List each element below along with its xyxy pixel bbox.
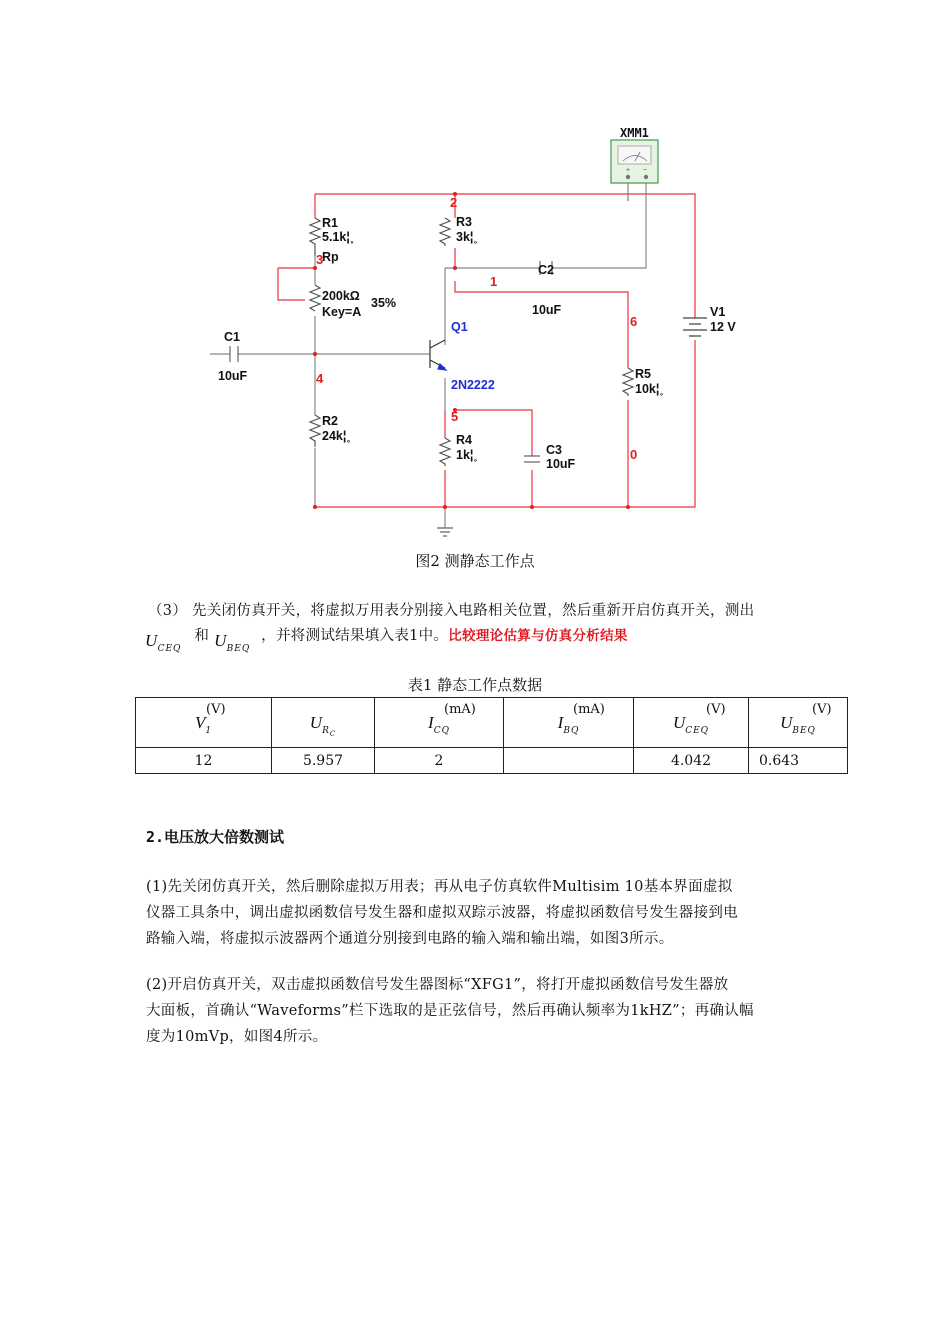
table-caption: 表1 静态工作点数据 bbox=[407, 676, 543, 694]
c2-name: C2 bbox=[538, 263, 554, 277]
meter-label: XMM1 bbox=[620, 126, 649, 140]
step1-line: (1)先关闭仿真开关，然后删除虚拟万用表；再从电子仿真软件Multisim 10基本界面虚拟 bbox=[146, 879, 733, 895]
red-annotation: 比较理论估算与仿真分析结果 bbox=[448, 628, 628, 644]
u-beq-symbol: U bbox=[214, 631, 227, 650]
r2-name: R2 bbox=[322, 414, 338, 428]
step2-line: (2)开启仿真开关，双击虚拟函数信号发生器图标“XFG1”，将打开虚拟函数信号发生器放 bbox=[146, 977, 729, 993]
step3-text-a: （3） 先关闭仿真开关，将虚拟万用表分别接入电路相关位置，然后重新开启仿真开关，测出 bbox=[148, 603, 755, 619]
u-ceq-symbol: U bbox=[145, 631, 158, 650]
u-beq-sub: BEQ bbox=[226, 644, 251, 654]
c1-capacitor bbox=[230, 346, 238, 362]
c1-value: 10uF bbox=[218, 369, 248, 383]
cell-urc: 5.957 bbox=[272, 748, 375, 774]
step3-line2 bbox=[145, 628, 845, 657]
r5-name: R5 bbox=[635, 367, 651, 381]
r3-name: R3 bbox=[456, 215, 472, 229]
step2-line: 度为10mVp，如图4所示。 bbox=[146, 1029, 328, 1045]
step2-paragraph bbox=[146, 972, 826, 1050]
r3-resistor bbox=[440, 218, 450, 246]
rp-percent: 35% bbox=[371, 296, 397, 310]
header-urc: $U_{RC}$ bbox=[272, 698, 375, 748]
signal-wires bbox=[210, 182, 646, 528]
node-0: 0 bbox=[630, 447, 638, 462]
v1-name: V1 bbox=[710, 305, 726, 319]
node-4: 4 bbox=[316, 371, 324, 386]
header-ubeq: $U_{BEQ}$ (V) bbox=[749, 698, 848, 748]
header-v1: $V_1$ (V) bbox=[136, 698, 272, 748]
step1-line: 路输入端，将虚拟示波器两个通道分别接到电路的输入端和输出端，如图3所示。 bbox=[146, 931, 674, 947]
c2-value: 10uF bbox=[532, 303, 562, 317]
circuit-diagram bbox=[0, 0, 950, 540]
q1-name: Q1 bbox=[451, 320, 468, 334]
node-5: 5 bbox=[451, 409, 459, 424]
c1-name: C1 bbox=[224, 330, 240, 344]
header-icq: $I_{CQ}$ (mA) bbox=[375, 698, 504, 748]
table-row bbox=[136, 748, 848, 774]
node-1: 1 bbox=[490, 274, 498, 289]
step3-paragraph bbox=[148, 598, 828, 624]
r2-value: 24k¦˳ bbox=[322, 429, 351, 443]
r4-resistor bbox=[440, 438, 450, 466]
r5-value: 10k¦˳ bbox=[635, 382, 664, 396]
emitter-arrow bbox=[438, 364, 446, 370]
resistor-symbols bbox=[310, 218, 633, 466]
c3-name: C3 bbox=[546, 443, 562, 457]
transistor-q1 bbox=[430, 340, 445, 368]
rp-potentiometer bbox=[310, 285, 320, 311]
cell-icq: 2 bbox=[375, 748, 504, 774]
cell-ibq bbox=[504, 748, 634, 774]
r1-value: 5.1k¦˳ bbox=[322, 230, 354, 244]
rp-name: Rp bbox=[322, 250, 339, 264]
r1-name: R1 bbox=[322, 216, 338, 230]
svg-text:+: + bbox=[626, 167, 631, 174]
u-ceq-sub: CEQ bbox=[157, 644, 182, 654]
table-header-row bbox=[136, 698, 848, 748]
static-point-table bbox=[135, 697, 848, 774]
r4-value: 1k¦˳ bbox=[456, 448, 478, 462]
r3-value: 3k¦˳ bbox=[456, 230, 478, 244]
figure-caption: 图2 测静态工作点 bbox=[415, 552, 535, 570]
q1-model: 2N2222 bbox=[451, 378, 495, 392]
svg-text:−: − bbox=[643, 167, 648, 174]
node-2: 2 bbox=[450, 195, 458, 210]
header-ibq: $I_{BQ}$ (mA) bbox=[504, 698, 634, 748]
v1-value: 12 V bbox=[710, 320, 736, 334]
r5-resistor bbox=[623, 368, 633, 396]
c3-capacitor bbox=[524, 456, 540, 462]
capacitor-symbols bbox=[230, 261, 628, 462]
c3-value: 10uF bbox=[546, 457, 576, 471]
multimeter-xmm1[interactable] bbox=[611, 140, 658, 183]
battery-symbol bbox=[683, 318, 707, 336]
step1-paragraph bbox=[146, 874, 826, 952]
step1-line: 仪器工具条中，调出虚拟函数信号发生器和虚拟双踪示波器，将虚拟函数信号发生器接到电 bbox=[146, 905, 738, 921]
r1-resistor bbox=[310, 218, 320, 256]
header-uceq: $U_{CEQ}$ (V) bbox=[634, 698, 749, 748]
and-word: 和 bbox=[194, 628, 210, 644]
r2-resistor bbox=[310, 415, 320, 447]
section-heading: 2.电压放大倍数测试 bbox=[146, 828, 285, 846]
cell-uceq: 4.042 bbox=[634, 748, 749, 774]
r4-name: R4 bbox=[456, 433, 472, 447]
rp-key: Key=A bbox=[322, 305, 362, 319]
ground-icon bbox=[437, 528, 453, 536]
step2-line: 大面板，首确认“Waveforms”栏下选取的是正弦信号，然后再确认频率为1kHZ”；再确认幅 bbox=[146, 1003, 754, 1019]
step3-text-b: ，并将测试结果填入表1中。 bbox=[261, 628, 449, 644]
cell-ubeq: 0.643 bbox=[749, 748, 848, 774]
node-3: 3 bbox=[316, 252, 324, 267]
rp-value: 200kΩ bbox=[322, 289, 360, 303]
node-6: 6 bbox=[630, 314, 638, 329]
cell-v1: 12 bbox=[136, 748, 272, 774]
